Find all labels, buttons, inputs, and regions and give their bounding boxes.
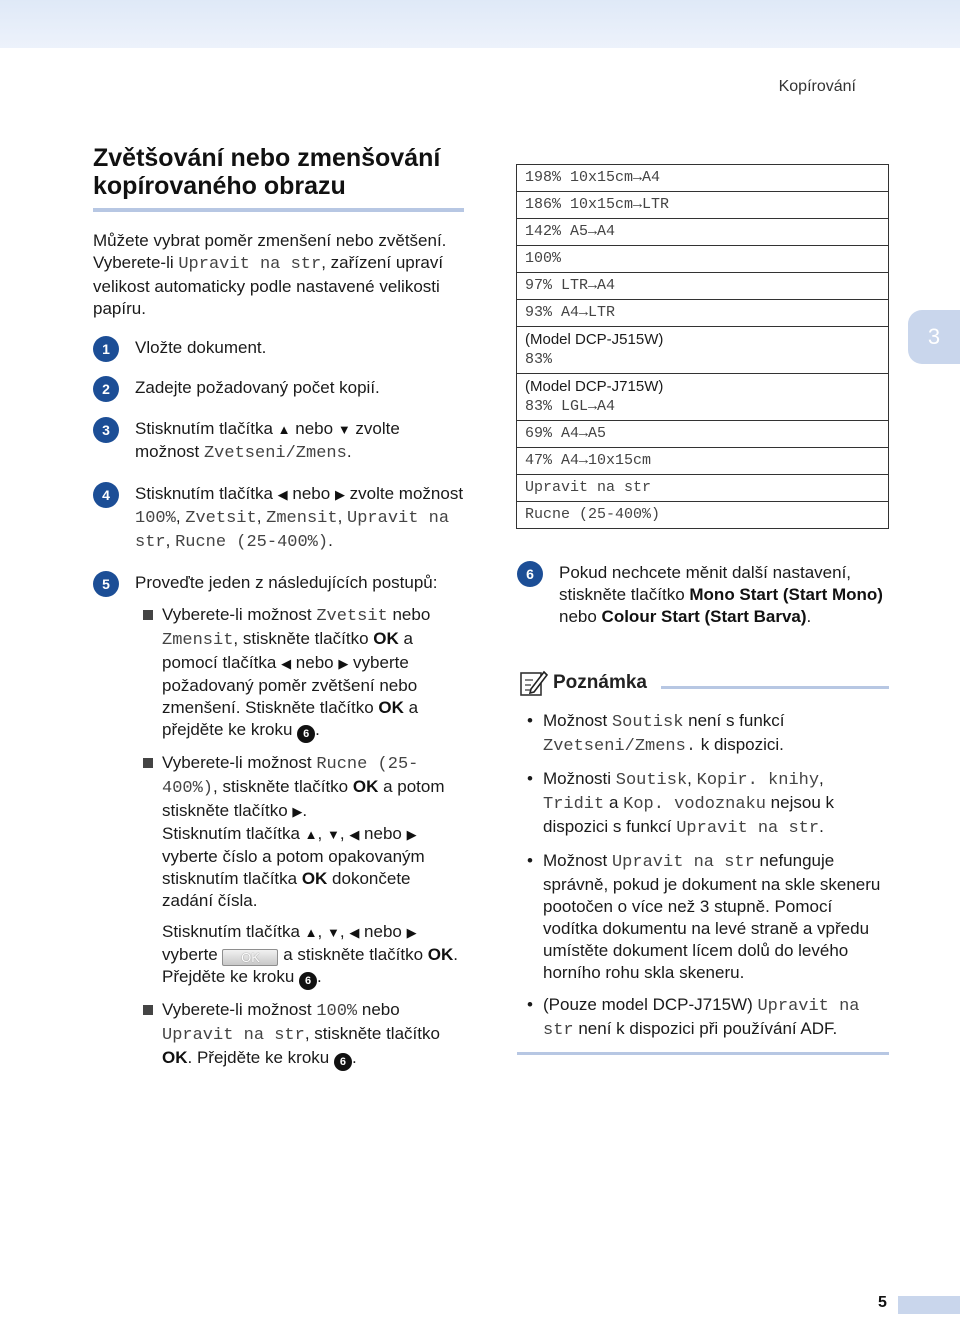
ratio-option: 83% LGL→A4 xyxy=(525,398,616,415)
bullet-square-icon xyxy=(143,610,153,620)
ratio-row xyxy=(517,475,889,502)
step-1 xyxy=(93,337,465,359)
section-title: Zvětšování nebo zmenšování kopírovaného obrazu xyxy=(93,144,441,200)
right-arrow-icon: ▶ xyxy=(406,925,417,940)
model-label: (Model DCP-J715W) xyxy=(525,378,664,395)
step-number: 1 xyxy=(93,336,119,362)
top-band xyxy=(0,0,960,48)
step-text: Zadejte požadovaný počet kopií. xyxy=(135,378,380,397)
ratio-row xyxy=(517,192,889,219)
page-number: 5 xyxy=(878,1294,887,1311)
ratio-cell xyxy=(517,300,889,327)
option-manual: Vyberete-li možnost Rucne (25-400%), stiskněte tlačítko OK a potom stiskněte tlačítko ▶. Stisknutím tlačítka ▲, ▼, ◀ nebo ▶ vyberte číslo a potom opakovaným stisknutím tlačítka OK dokončete zadání čísla. Stisknutím tlačítka ▲, ▼, ◀ nebo ▶ vyberte OK a stiskněte tlačítko OK. Přejděte ke kroku 6 . xyxy=(135,752,465,990)
ratio-option: Upravit na str xyxy=(525,479,652,496)
step-number: 6 xyxy=(517,561,543,587)
ratio-option: 69% A4→A5 xyxy=(525,425,607,442)
ratio-option: 198% 10x15cm→A4 xyxy=(525,169,661,186)
step-2 xyxy=(93,377,465,399)
intro-paragraph: Můžete vybrat poměr zmenšení nebo zvětšení. Vyberete-li Upravit na str, zařízení upraví velikost automaticky podle nastavené velikosti papíru. xyxy=(93,231,447,318)
note-rule xyxy=(661,686,889,689)
ratio-row xyxy=(517,448,889,475)
bullet-square-icon xyxy=(143,1005,153,1015)
note-header xyxy=(517,668,889,698)
ratio-cell xyxy=(517,421,889,448)
ratio-option: 47% A4→10x15cm xyxy=(525,452,652,469)
chapter-tab: 3 xyxy=(908,310,960,364)
right-arrow-icon: ▶ xyxy=(338,656,349,671)
ratio-cell xyxy=(517,475,889,502)
footer-band xyxy=(898,1296,960,1314)
note-list xyxy=(517,710,889,1042)
ratio-row xyxy=(517,502,889,529)
up-arrow-icon: ▲ xyxy=(277,422,291,437)
note-item: • Možnosti Soutisk, Kopir. knihy, Tridit a Kop. vodoznaku nejsou k dispozici s funkcí Upravit na str. xyxy=(527,768,889,840)
option-100-fit: Vyberete-li možnost 100% nebo Upravit na str, stiskněte tlačítko OK. Přejděte ke kroku 6 . xyxy=(135,999,465,1071)
step-number: 5 xyxy=(93,571,119,597)
option-zoom: Vyberete-li možnost Zvetsit nebo Zmensit, stiskněte tlačítko OK a pomocí tlačítka ◀ nebo ▶ vyberte požadovaný poměr zvětšení nebo zmenšení. Stiskněte tlačítko OK a přejděte ke kroku 6 . xyxy=(135,604,465,743)
ratio-row xyxy=(517,374,889,421)
ratio-option: 142% A5→A4 xyxy=(525,223,616,240)
step-number: 2 xyxy=(93,376,119,402)
left-arrow-icon: ◀ xyxy=(349,827,360,842)
ratio-row xyxy=(517,219,889,246)
ratio-cell xyxy=(517,374,889,421)
step-ref-badge: 6 xyxy=(297,725,315,743)
ratio-row xyxy=(517,273,889,300)
left-arrow-icon: ◀ xyxy=(281,656,292,671)
step-ref-badge: 6 xyxy=(299,972,317,990)
ok-button-icon: OK xyxy=(222,949,278,966)
ratio-row xyxy=(517,327,889,374)
ratio-row xyxy=(517,421,889,448)
model-label: (Model DCP-J515W) xyxy=(525,331,664,348)
header-title: Kopírování xyxy=(778,78,856,95)
ratio-cell xyxy=(517,219,889,246)
note-title: Poznámka xyxy=(553,672,647,693)
up-arrow-icon: ▲ xyxy=(304,827,318,842)
mono-start-button-label: Mono Start (Start Mono) xyxy=(689,585,883,604)
note-box xyxy=(517,668,889,1055)
step-number: 3 xyxy=(93,417,119,443)
step-4: 4 Stisknutím tlačítka ◀ nebo ▶ zvolte možnost 100%, Zvetsit, Zmensit, Upravit na str, Rucne (25-400%). xyxy=(93,483,465,554)
up-arrow-icon: ▲ xyxy=(304,925,318,940)
ratio-option: Rucne (25-400%) xyxy=(525,506,661,523)
note-item: • Možnost Upravit na str nefunguje správně, pokud je dokument na skle skeneru pootočen o více než 3 stupně. Pomocí vodítka dokumentu na levé straně a vpředu umístěte dokument lícem dolů do levého horního rohu skla skeneru. xyxy=(527,850,889,984)
left-column xyxy=(93,144,465,1080)
note-item: • (Pouze model DCP-J715W) Upravit na str není k dispozici při používání ADF. xyxy=(527,994,889,1042)
ratio-option: 93% A4→LTR xyxy=(525,304,616,321)
ratio-option: 186% 10x15cm→LTR xyxy=(525,196,670,213)
ratio-cell xyxy=(517,502,889,529)
left-arrow-icon: ◀ xyxy=(277,487,288,502)
note-rule-bottom xyxy=(517,1052,889,1055)
down-arrow-icon: ▼ xyxy=(337,422,351,437)
ratio-cell xyxy=(517,165,889,192)
ratio-row xyxy=(517,246,889,273)
ratio-cell xyxy=(517,192,889,219)
down-arrow-icon: ▼ xyxy=(327,925,340,940)
step-ref-badge: 6 xyxy=(334,1053,352,1071)
ratio-option: 83% xyxy=(525,351,553,368)
down-arrow-icon: ▼ xyxy=(327,827,340,842)
left-arrow-icon: ◀ xyxy=(349,925,360,940)
note-pencil-icon xyxy=(517,668,549,698)
right-arrow-icon: ▶ xyxy=(406,827,417,842)
ratio-row xyxy=(517,300,889,327)
ratio-table xyxy=(516,164,889,529)
ratio-cell xyxy=(517,273,889,300)
step-number: 4 xyxy=(93,482,119,508)
right-arrow-icon: ▶ xyxy=(292,804,303,819)
step-5-options xyxy=(135,604,465,1071)
ratio-cell xyxy=(517,246,889,273)
step-6: 6 Pokud nechcete měnit další nastavení, stiskněte tlačítko Mono Start (Start Mono) nebo Colour Start (Start Barva). xyxy=(517,562,892,628)
ratio-cell xyxy=(517,327,889,374)
ratio-option: 100% xyxy=(525,250,562,267)
ratio-option: 97% LTR→A4 xyxy=(525,277,616,294)
step-3: 3 Stisknutím tlačítka ▲ nebo ▼ zvolte možnost Zvetseni/Zmens. xyxy=(93,418,465,465)
step-text: Vložte dokument. xyxy=(135,338,267,357)
step-5 xyxy=(93,572,465,594)
ratio-row xyxy=(517,165,889,192)
bullet-square-icon xyxy=(143,758,153,768)
step-text: Proveďte jeden z následujících postupů: xyxy=(135,573,438,592)
colour-start-button-label: Colour Start (Start Barva) xyxy=(601,607,807,626)
title-rule xyxy=(93,208,464,212)
note-item: • Možnost Soutisk není s funkcí Zvetseni/Zmens. k dispozici. xyxy=(527,710,889,758)
right-arrow-icon: ▶ xyxy=(334,487,345,502)
ratio-cell xyxy=(517,448,889,475)
